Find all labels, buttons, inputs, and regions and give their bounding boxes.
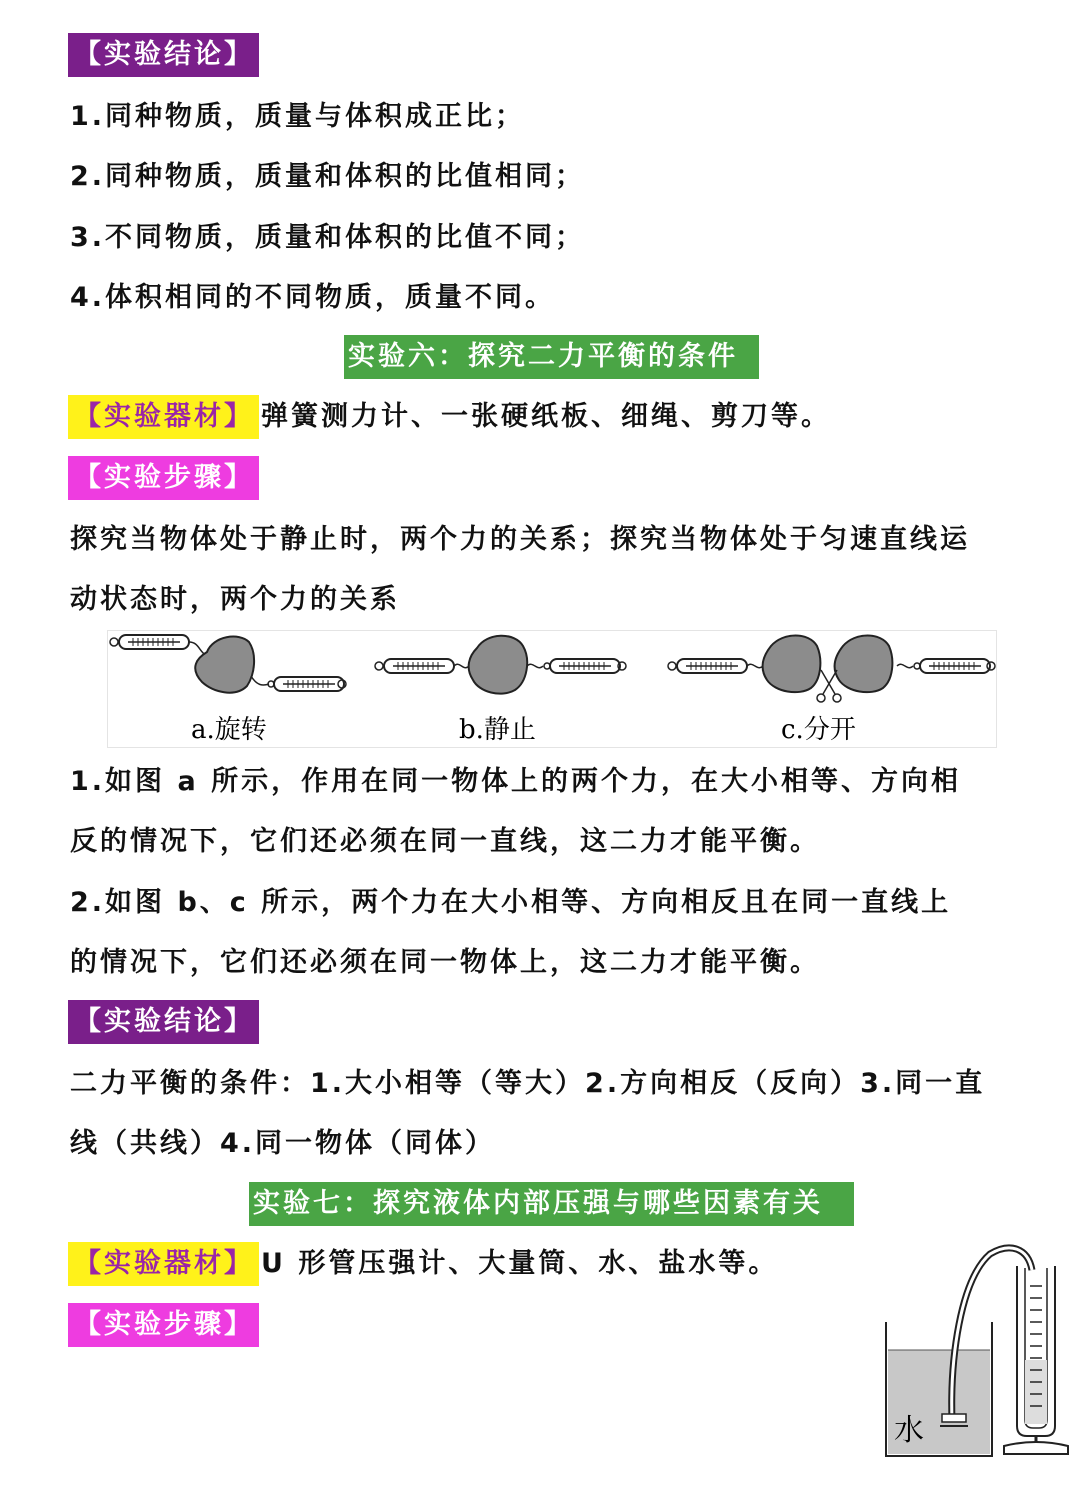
exp6-equipment-tag: 【实验器材】	[68, 395, 259, 439]
exp7-equipment-text: U 形管压强计、大量筒、水、盐水等。	[261, 1248, 779, 1279]
figure-b-label: b.静止	[459, 715, 536, 745]
exp6-note-1: 1.如图 a 所示，作用在同一物体上的两个力，在大小相等、方向相	[70, 766, 962, 797]
exp6-equipment-text: 弹簧测力计、一张硬纸板、细绳、剪刀等。	[261, 401, 831, 432]
exp6-steps-line-2: 动状态时，两个力的关系	[70, 584, 400, 615]
conclusion-item-1: 1.同种物质，质量与体积成正比；	[70, 101, 526, 132]
exp6-note-4: 的情况下，它们还必须在同一物体上，这二力才能平衡。	[70, 947, 820, 978]
exp6-steps-line-1: 探究当物体处于静止时，两个力的关系；探究当物体处于匀速直线运	[70, 524, 970, 555]
conclusion-item-2: 2.同种物质，质量和体积的比值相同；	[70, 161, 586, 192]
exp6-note-3: 2.如图 b、c 所示，两个力在大小相等、方向相反且在同一直线上	[70, 887, 952, 918]
figure-a-label: a.旋转	[191, 715, 267, 745]
exp7-title: 实验七：探究液体内部压强与哪些因素有关	[249, 1182, 854, 1226]
conclusion-item-3: 3.不同物质，质量和体积的比值不同；	[70, 222, 586, 253]
exp6-steps-tag: 【实验步骤】	[68, 456, 259, 500]
exp6-conclusion-line-1: 二力平衡的条件：1.大小相等（等大）2.方向相反（反向）3.同一直	[70, 1068, 986, 1099]
exp6-conclusion-tag: 【实验结论】	[68, 1000, 259, 1044]
exp7-equipment-tag: 【实验器材】	[68, 1242, 259, 1286]
pressure-gauge-figure	[880, 1240, 1075, 1465]
figure-c-label: c.分开	[781, 715, 856, 745]
water-label: 水	[894, 1413, 924, 1448]
exp6-conclusion-line-2: 线（共线）4.同一物体（同体）	[70, 1128, 496, 1159]
pressure-gauge-drawing	[880, 1240, 1075, 1465]
two-force-figure-drawing	[107, 630, 997, 748]
two-force-figure	[107, 630, 997, 748]
exp6-note-2: 反的情况下，它们还必须在同一直线，这二力才能平衡。	[70, 826, 820, 857]
conclusion-tag: 【实验结论】	[68, 33, 259, 77]
exp7-steps-tag: 【实验步骤】	[68, 1303, 259, 1347]
conclusion-item-4: 4.体积相同的不同物质，质量不同。	[70, 282, 556, 313]
exp6-title: 实验六：探究二力平衡的条件	[344, 335, 759, 379]
